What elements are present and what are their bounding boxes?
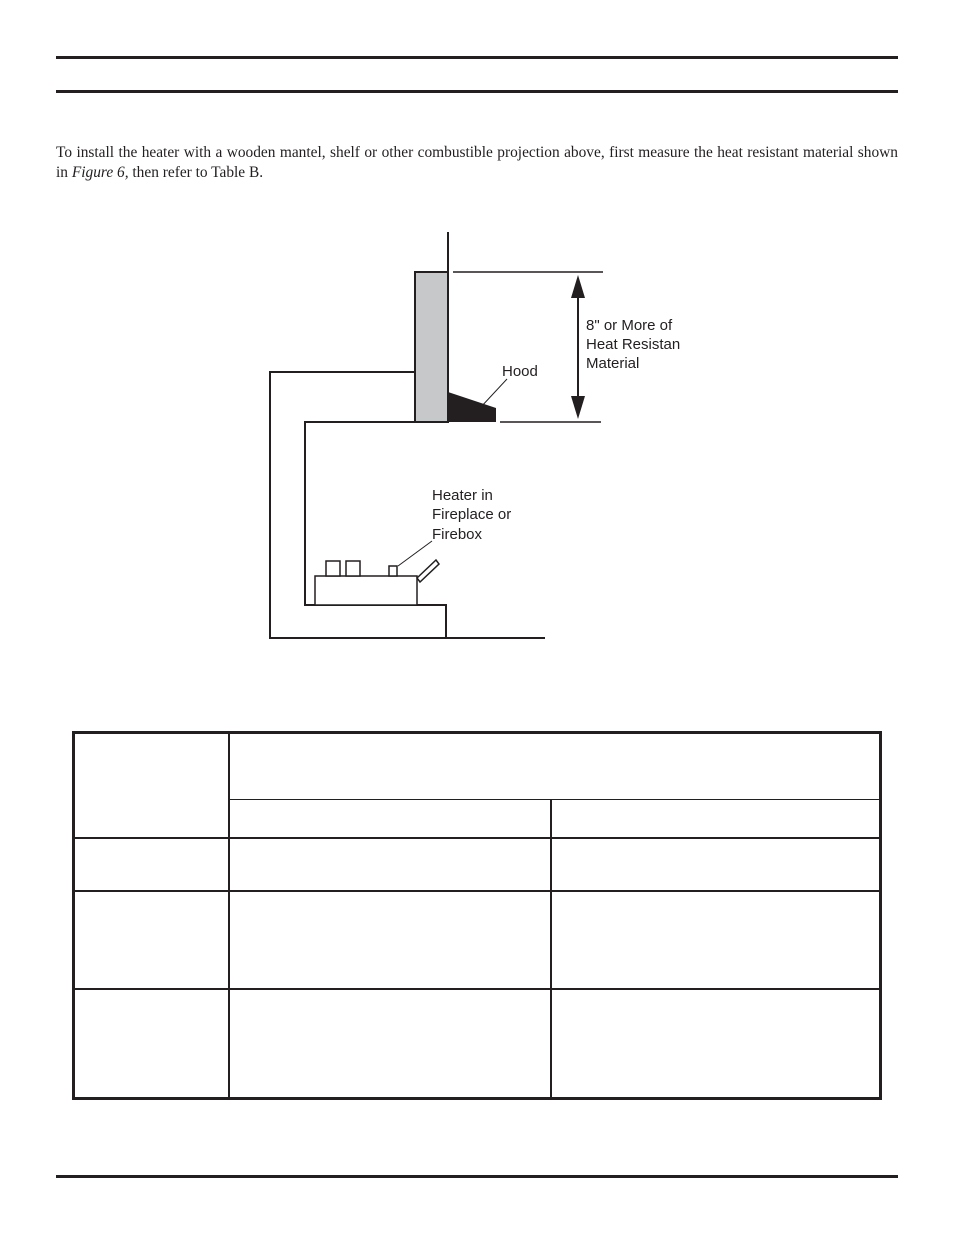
heater-pilot (389, 566, 397, 576)
table-header-row (74, 733, 881, 800)
table-cell (229, 891, 551, 989)
table-cell (229, 733, 881, 800)
table-cell (229, 989, 551, 1099)
table-cell (551, 891, 881, 989)
hood (448, 392, 496, 422)
clearance-arrow-down-icon (571, 396, 585, 419)
heater-body (315, 576, 417, 605)
footer-rule (56, 1175, 898, 1178)
table-b (72, 731, 882, 1100)
heater (315, 560, 439, 605)
table-cell (74, 838, 229, 891)
table-row (74, 891, 881, 989)
hood-label: Hood (502, 363, 538, 380)
heater-label-line-2: Fireplace or (432, 506, 512, 523)
table-row (74, 989, 881, 1099)
figure-reference: Figure 6, (71, 164, 129, 181)
intro-text-before: To install the heater with a wooden mantel, shelf or other combustible projection above, first measure the heat resistant material shown in (56, 144, 898, 181)
heater-leader-line (398, 541, 432, 566)
table-cell (229, 838, 551, 891)
clearance-arrow-up-icon (571, 275, 585, 298)
clearance-label-line-1: 8" or More of (586, 317, 673, 334)
heater-knob-left (326, 561, 340, 576)
clearance-label-line-3: Material (586, 355, 640, 372)
heat-resistant-material (415, 272, 448, 422)
table-cell (229, 800, 551, 838)
heater-deflector (417, 560, 439, 582)
intro-text-after: then refer to Table B. (128, 164, 264, 181)
table-cell (74, 891, 229, 989)
table-cell (551, 800, 881, 838)
clearance-label-line-2: Heat Resistan (586, 336, 681, 353)
heater-knob-right (346, 561, 360, 576)
table-cell (551, 838, 881, 891)
table-cell (74, 733, 229, 838)
table-cell (74, 989, 229, 1099)
hood-leader-line (480, 379, 507, 408)
table-cell (551, 989, 881, 1099)
heater-label-line-3: Firebox (432, 526, 483, 543)
heater-label-line-1: Heater in (432, 487, 493, 504)
table-row (74, 838, 881, 891)
